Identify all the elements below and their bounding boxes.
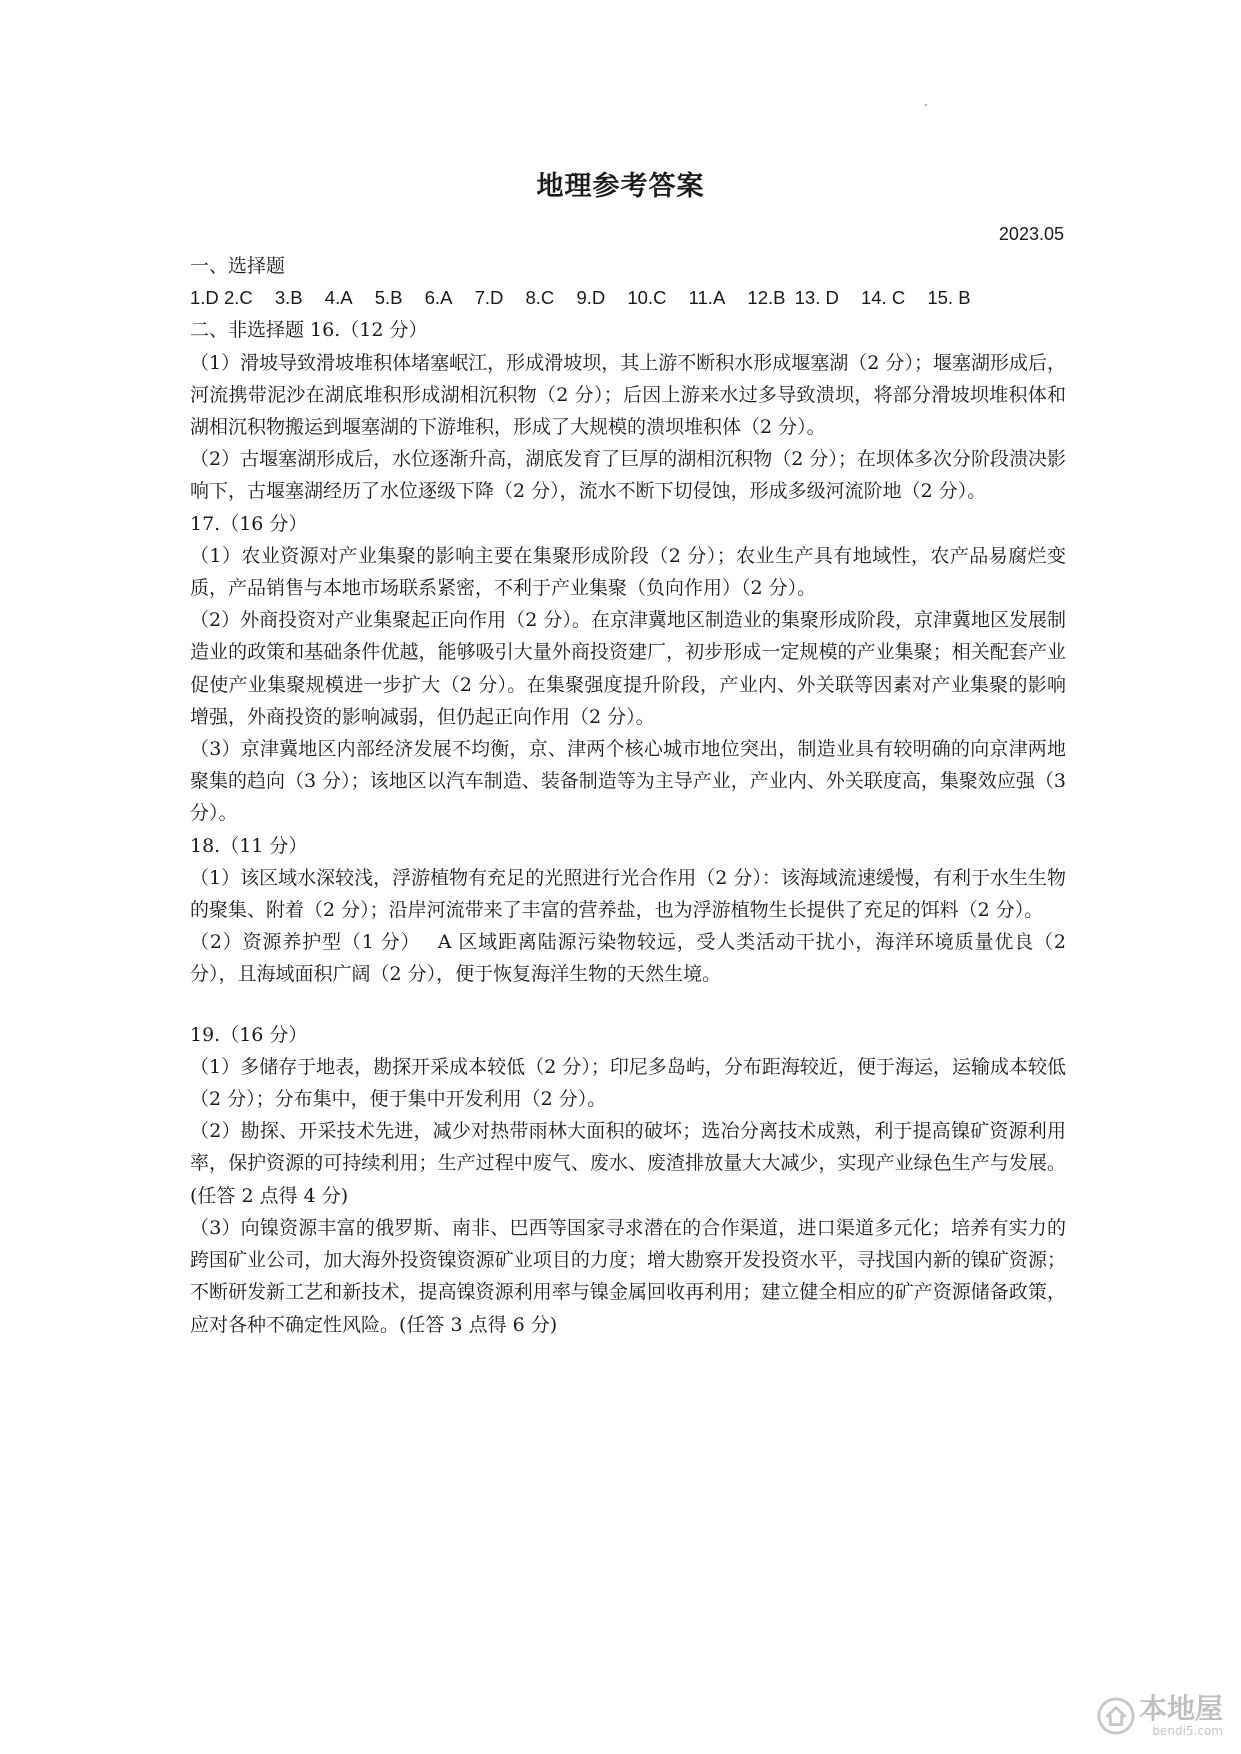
mcq-answer: 7.D [474,287,504,309]
mcq-answer: 6.A [424,287,453,309]
scan-speck [925,104,927,106]
watermark-url: bendi5.com [1152,1724,1223,1738]
q18-answer-1: （1）该区域水深较浅，浮游植物有充足的光照进行光合作用（2 分）：该海域流速缓慢，有利于水生生物的聚集、附着（2 分）；沿岸河流带来了丰富的营养盐，也为浮游植物生长提供了充足的饵料（2 分）。 [190,866,1066,922]
mcq-answer: 9.D [576,287,606,309]
mcq-answer-line [190,282,1066,314]
mcq-answer: 1.D [190,287,219,309]
q19-answer-1: （1）多储存于地表，勘探开采成本较低（2 分）；印尼多岛屿，分布距海较近，便于海运，运输成本较低（2 分）；分布集中，便于集中开发利用（2 分）。 [190,1055,1066,1111]
mcq-answer: 11.A [688,287,726,309]
q17-answer-2: （2）外商投资对产业集聚起正向作用（2 分）。在京津冀地区制造业的集聚形成阶段，京津冀地区发展制造业的政策和基础条件优越，能够吸引大量外商投资建厂，初步形成一定规模的产业集聚；相关配套产业促使产业集聚规模进一步扩大（2 分）。在集聚强度提升阶段，产业内、外关联等因素对产业集聚的影响增强，外商投资的影响减弱，但仍起正向作用（2 分）。 [190,609,1066,728]
mcq-answer: 10.C [627,287,667,309]
q17-answer-3: （3）京津冀地区内部经济发展不均衡，京、津两个核心城市地位突出，制造业具有较明确的向京津两地聚集的趋向（3 分）；该地区以汽车制造、装备制造等为主导产业，产业内、外关联度高，集聚效应强（3 分）。 [190,738,1066,825]
q17-answer-1: （1）农业资源对产业集聚的影响主要在集聚形成阶段（2 分）；农业生产具有地域性，农产品易腐烂变质，产品销售与本地市场联系紧密，不利于产业集聚（负向作用）（2 分）。 [190,544,1066,600]
mcq-answer: 2.C [223,287,253,309]
section-heading-essay: 二、非选择题 16.（12 分） [190,319,428,342]
mcq-answer: 8.C [525,287,555,309]
q17-heading: 17.（16 分） [190,512,308,535]
q18-answer-2: （2）资源养护型（1 分） A 区域距离陆源污染物较远，受人类活动干扰小，海洋环境质量优良（2 分），且海域面积广阔（2 分），便于恢复海洋生物的天然生境。 [190,931,1066,986]
spacer [190,991,1066,1019]
section-heading-mcq: 一、选择题 [190,255,286,277]
site-watermark [1097,1694,1223,1738]
q19-answer-3: （3）向镍资源丰富的俄罗斯、南非、巴西等国家寻求潜在的合作渠道，进口渠道多元化；培养有实力的跨国矿业公司，加大海外投资镍资源矿业项目的力度；增大勘察开发投资水平，寻找国内新的镍矿资源；不断研发新工艺和新技术，提高镍资源利用率与镍金属回收再利用；建立健全相应的矿产资源储备政策，应对各种不确定性风险。(任答 3 点得 6 分) [190,1216,1066,1336]
mcq-answer: 4.A [324,287,353,309]
mcq-answer: 15. B [927,287,971,309]
mcq-answer: 13. D [794,287,839,309]
q19-answer-2: （2）勘探、开采技术先进，减少对热带雨林大面积的破坏；选冶分离技术成熟，利于提高镍矿资源利用率，保护资源的可持续利用；生产过程中废气、废水、废渣排放量大大减少，实现产业绿色生产与发展。(任答 2 点得 4 分) [190,1120,1066,1207]
q16-answer-1: （1）滑坡导致滑坡堆积体堵塞岷江，形成滑坡坝，其上游不断积水形成堰塞湖（2 分）；堰塞湖形成后，河流携带泥沙在湖底堆积形成湖相沉积物（2 分）；后因上游来水过多导致溃坝，将部分滑坡坝堆积体和湖相沉积物搬运到堰塞湖的下游堆积，形成了大规模的溃坝堆积体（2 分）。 [190,351,1066,439]
mcq-answer: 3.B [274,287,303,309]
q19-heading: 19.（16 分） [190,1023,308,1046]
page-title: 地理参考答案 [536,171,705,202]
date-label: 2023.05 [998,224,1064,244]
mcq-answer: 14. C [860,287,906,309]
mcq-answer: 5.B [374,287,403,309]
q16-answer-2: （2）古堰塞湖形成后，水位逐渐升高，湖底发育了巨厚的湖相沉积物（2 分）；在坝体多次分阶段溃决影响下，古堰塞湖经历了水位逐级下降（2 分），流水不断下切侵蚀，形成多级河流阶地（2 分）。 [190,448,1066,503]
mcq-answer: 12.B [747,287,786,309]
answer-content [190,250,1066,1341]
q18-heading: 18.（11 分） [190,834,308,857]
house-icon [1097,1697,1135,1735]
watermark-name: 本地屋 [1138,1692,1223,1725]
